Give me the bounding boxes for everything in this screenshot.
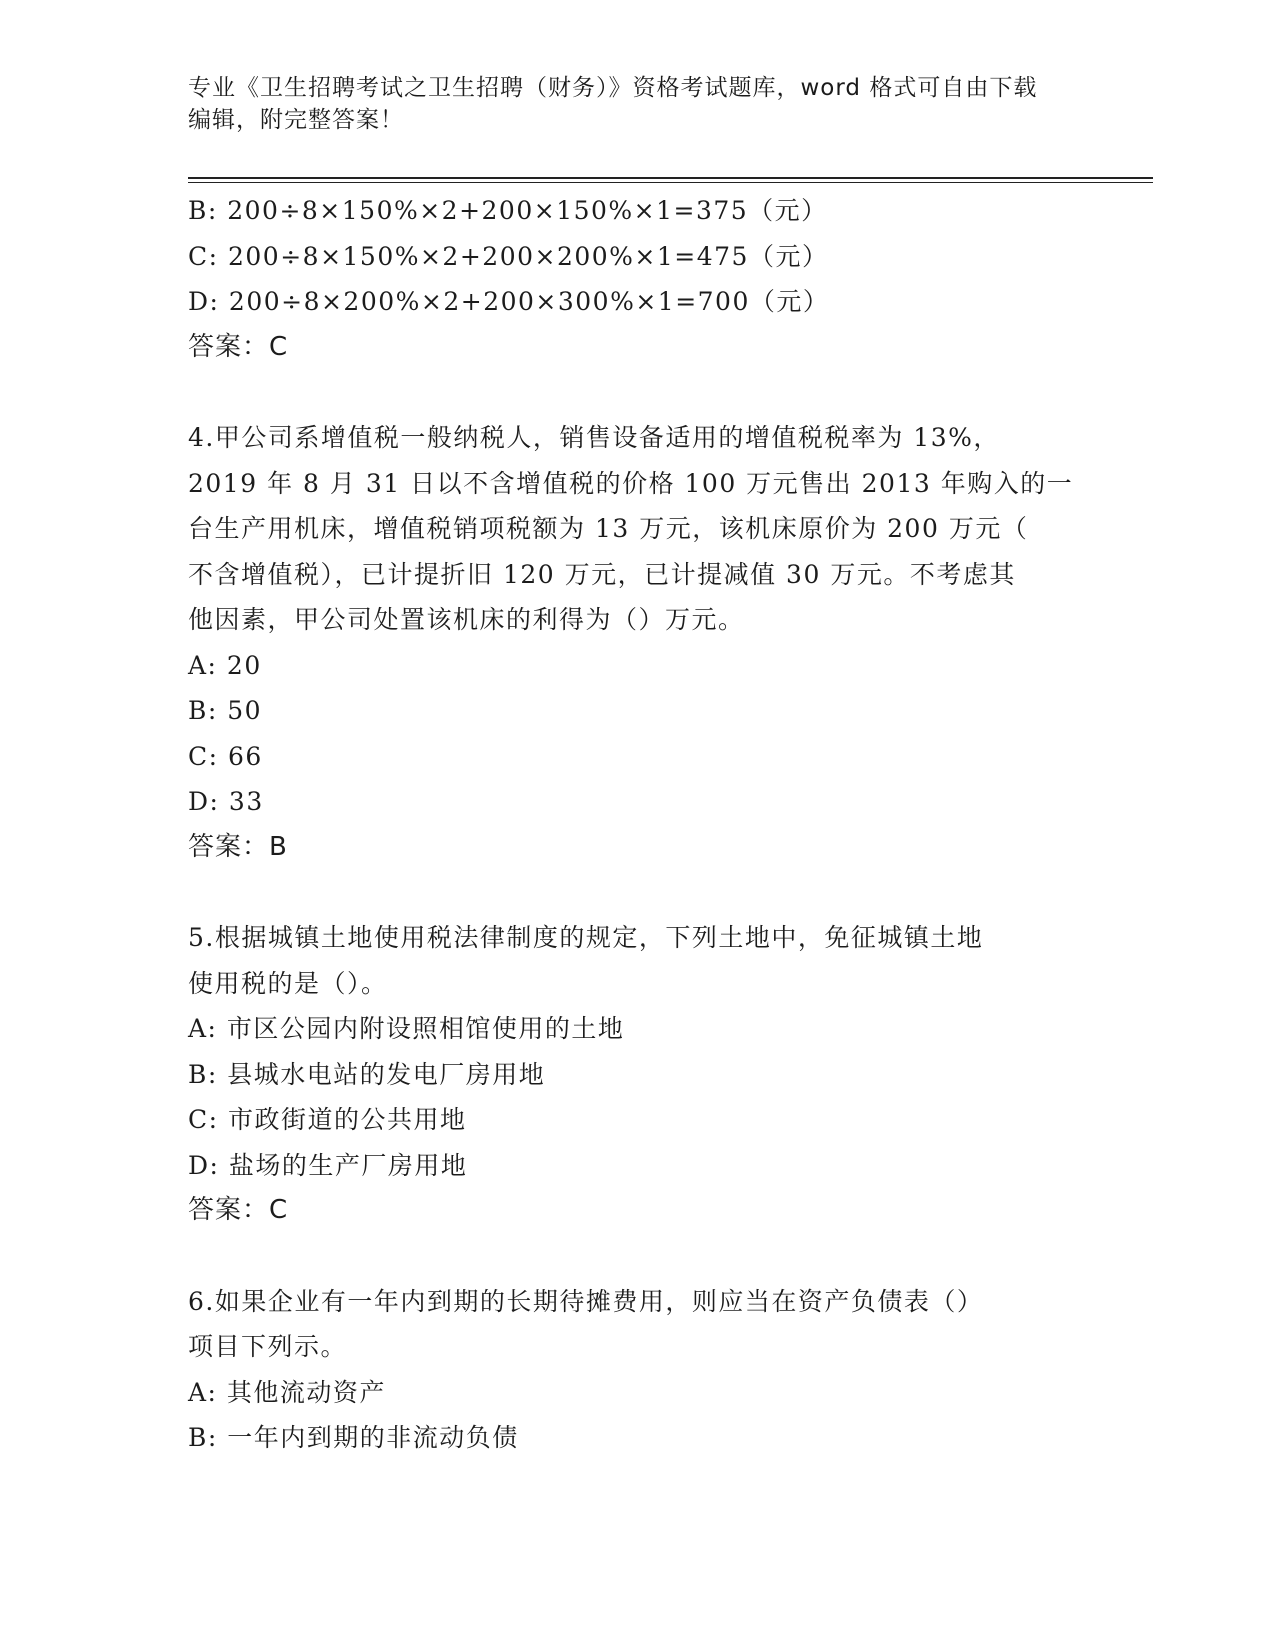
question-stem-line: 4.甲公司系增值税一般纳税人，销售设备适用的增值税税率为 13%，: [188, 423, 1000, 452]
question-3: [188, 188, 1088, 370]
question-5: [188, 915, 1088, 1234]
option-c: C: 市政街道的公共用地: [188, 1105, 467, 1134]
document-header: [188, 72, 1088, 136]
question-stem-line: 使用税的是（）。: [188, 968, 388, 998]
spacer: [188, 870, 1088, 915]
option-d: D: 33: [188, 787, 264, 816]
question-stem-line: 2019 年 8 月 31 日以不含增值税的价格 100 万元售出 2013 年购入的一: [188, 468, 1074, 498]
option-d: D: 盐场的生产厂房用地: [188, 1150, 468, 1180]
question-list: [188, 188, 1088, 1461]
option-a: A: 20: [188, 650, 262, 680]
answer: 答案：C: [188, 331, 289, 362]
question-stem-line: 台生产用机床，增值税销项税额为 13 万元，该机床原价为 200 万元（: [188, 514, 1029, 543]
spacer: [188, 1234, 1088, 1279]
header-divider-thick: [188, 177, 1153, 179]
question-stem-line: 他因素，甲公司处置该机床的利得为（）万元。: [188, 605, 745, 634]
option-c: C: 200÷8×150%×2+200×200%×1=475（元）: [188, 241, 829, 271]
option-c: C: 66: [188, 741, 263, 771]
option-b: B: 一年内到期的非流动负债: [188, 1423, 519, 1452]
question-stem-line: 项目下列示。: [188, 1332, 348, 1361]
question-stem-line: 6.如果企业有一年内到期的长期待摊费用，则应当在资产负债表（）: [188, 1286, 984, 1316]
option-b: B: 50: [188, 696, 263, 725]
option-a: A: 市区公园内附设照相馆使用的土地: [188, 1014, 625, 1043]
question-4: [188, 415, 1088, 870]
answer: 答案：C: [188, 1195, 289, 1225]
spacer: [188, 370, 1088, 415]
header-line-2: 编辑，附完整答案！: [188, 107, 404, 133]
header-divider-thin: [188, 182, 1153, 183]
option-d: D: 200÷8×200%×2+200×300%×1=700（元）: [188, 287, 830, 316]
option-b: B: 200÷8×150%×2+200×150%×1=375（元）: [188, 196, 828, 225]
question-6: [188, 1279, 1088, 1461]
question-stem-line: 5.根据城镇土地使用税法律制度的规定，下列土地中，免征城镇土地: [188, 923, 984, 952]
option-b: B: 县城水电站的发电厂房用地: [188, 1059, 546, 1089]
answer: 答案：B: [188, 831, 288, 862]
option-a: A: 其他流动资产: [188, 1377, 386, 1407]
header-line-1: 专业《卫生招聘考试之卫生招聘（财务）》资格考试题库，word 格式可自由下载: [188, 75, 1038, 101]
question-stem-line: 不含增值税），已计提折旧 120 万元，已计提减值 30 万元。不考虑其: [188, 559, 1016, 589]
